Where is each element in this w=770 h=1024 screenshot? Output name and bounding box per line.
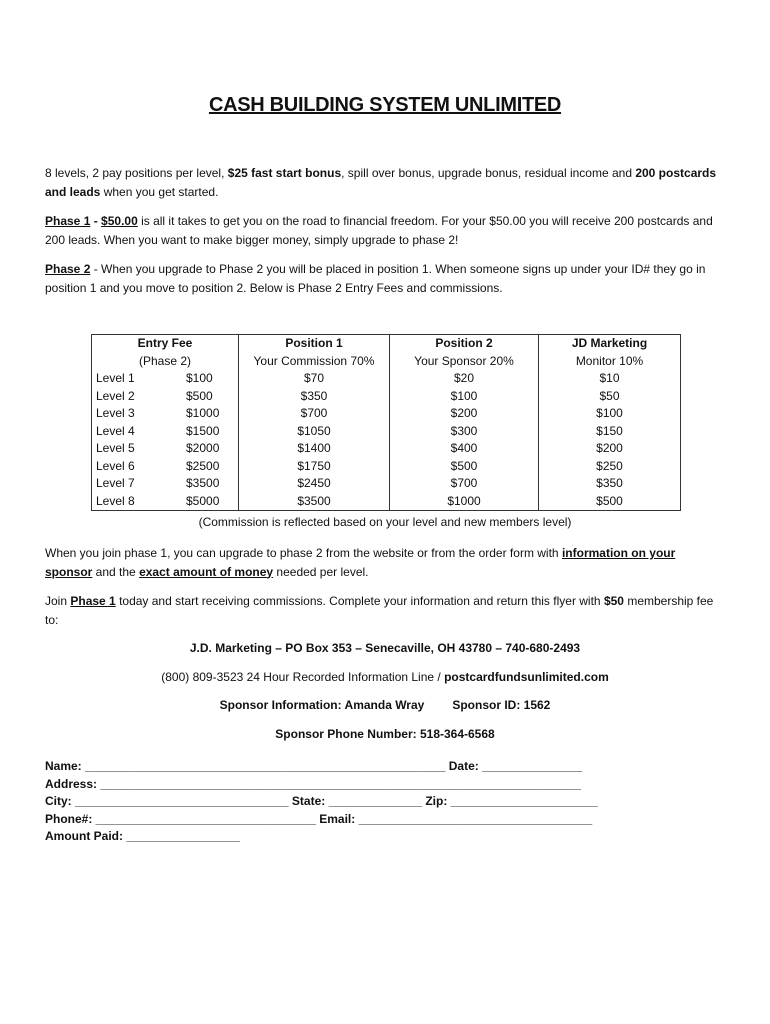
phase1-paragraph: [45, 212, 725, 249]
jd-marketing-commission: $200: [539, 440, 681, 458]
info-line-text: (800) 809-3523 24 Hour Recorded Information Line /: [161, 670, 445, 684]
table-caption: (Commission is reflected based on your level and new members level): [198, 515, 572, 529]
join2-paragraph: [45, 592, 725, 629]
position-2-commission: $700: [390, 475, 539, 493]
position-1-commission: $350: [239, 388, 390, 406]
position-2-commission: $100: [390, 388, 539, 406]
entry-fee: $5000: [186, 493, 220, 508]
table-row: [92, 440, 681, 458]
entry-fee-cell: [92, 475, 239, 493]
join-text-3: needed per level.: [273, 564, 369, 579]
membership-fee: $50: [603, 594, 624, 608]
level-label: Level 2: [96, 388, 135, 403]
phase2-label: Phase 2: [45, 262, 91, 276]
entry-fee-cell: [92, 440, 239, 458]
header-position-1: Position 1: [239, 335, 390, 353]
amount-emphasis: exact amount of money: [139, 564, 274, 579]
phase1-sep: -: [90, 214, 102, 228]
table-row: [92, 405, 681, 423]
phase1-text: is all it takes to get you on the road to financial freedom. For your $50.00 you will receive 200 postcards and 200 leads. When you want to make bigger money, simply upgrade to phase 2!: [45, 214, 713, 247]
commission-table: [91, 334, 681, 511]
join2-text-3: membership fee to:: [45, 594, 714, 627]
sponsor-info: Sponsor Information: Amanda Wray: [219, 698, 425, 712]
table-row: [92, 370, 681, 388]
position-2-commission: $1000: [390, 493, 539, 511]
sponsor-line: [45, 698, 725, 712]
intro-text-1: 8 levels, 2 pay positions per level,: [45, 166, 228, 180]
sponsor-phone: Sponsor Phone Number: 518-364-6568: [275, 727, 495, 741]
sponsor-id: Sponsor ID: 1562: [452, 698, 551, 712]
entry-fee: $3500: [186, 476, 220, 490]
entry-fee-cell: [92, 458, 239, 476]
entry-fee: $500: [186, 388, 213, 403]
jd-marketing-commission: $10: [539, 370, 681, 388]
header-entry-fee: Entry Fee: [92, 335, 239, 353]
level-label: Level 8: [96, 493, 135, 508]
header-position-1-sub: Your Commission 70%: [239, 353, 390, 371]
level-label: Level 4: [96, 423, 135, 438]
jd-marketing-commission: $150: [539, 423, 681, 441]
entry-fee: $2000: [186, 441, 220, 455]
postcards-leads: 200 postcards and leads: [45, 166, 717, 199]
entry-fee-cell: [92, 405, 239, 423]
join-text-2: and the: [92, 564, 140, 579]
jd-marketing-commission: $50: [539, 388, 681, 406]
table-row: [92, 423, 681, 441]
position-1-commission: $70: [239, 370, 390, 388]
position-2-commission: $400: [390, 440, 539, 458]
table-row: [92, 458, 681, 476]
position-1-commission: $2450: [239, 475, 390, 493]
table-row: [92, 493, 681, 511]
intro-text-2: , spill over bonus, upgrade bonus, residual income and: [341, 166, 636, 180]
header-position-2: Position 2: [390, 335, 539, 353]
phase1-label: Phase 1: [45, 214, 91, 228]
entry-fee-cell: [92, 388, 239, 406]
entry-fee-cell: [92, 493, 239, 511]
position-2-commission: $20: [390, 370, 539, 388]
entry-fee-cell: [92, 423, 239, 441]
jd-marketing-commission: $500: [539, 493, 681, 511]
table-header-row-1: [92, 335, 681, 353]
join-paragraph: [45, 544, 725, 581]
position-2-commission: $500: [390, 458, 539, 476]
position-1-commission: $3500: [239, 493, 390, 511]
join-text-1: When you join phase 1, you can upgrade to phase 2 from the website or from the order form with: [45, 546, 562, 560]
position-1-commission: $700: [239, 405, 390, 423]
table-row: [92, 388, 681, 406]
sponsor-info-emphasis: information on your sponsor: [45, 546, 676, 579]
jd-marketing-commission: $350: [539, 475, 681, 493]
intro-text-3: when you get started.: [100, 184, 219, 199]
jd-marketing-commission: $250: [539, 458, 681, 476]
name-date-field[interactable]: Name: ______________________________________________________ Date: _______________: [45, 759, 583, 773]
level-label: Level 1: [96, 371, 135, 385]
join2-phase1: Phase 1: [70, 594, 116, 608]
position-1-commission: $1400: [239, 440, 390, 458]
intro-paragraph: [45, 164, 725, 201]
position-1-commission: $1050: [239, 423, 390, 441]
entry-fee: $100: [186, 371, 213, 385]
entry-fee: $1000: [186, 406, 220, 420]
phone-email-field[interactable]: Phone#: _________________________________ Email: ___________________________________: [45, 811, 593, 826]
header-entry-fee-sub: (Phase 2): [92, 353, 239, 371]
join2-text-2: today and start receiving commissions. Complete your information and return this flyer with: [115, 594, 604, 608]
phase1-price: $50.00: [101, 214, 138, 228]
table-row: [92, 475, 681, 493]
level-label: Level 7: [96, 476, 135, 490]
header-jd-marketing-sub: Monitor 10%: [539, 353, 681, 371]
join2-text-1: Join: [45, 594, 71, 608]
header-position-2-sub: Your Sponsor 20%: [390, 353, 539, 371]
city-state-zip-field[interactable]: City: ________________________________ State: ______________ Zip: ______________________: [45, 794, 598, 808]
level-label: Level 5: [96, 441, 135, 455]
level-label: Level 3: [96, 406, 135, 420]
amount-paid-field[interactable]: Amount Paid: _________________: [45, 829, 240, 843]
position-2-commission: $200: [390, 405, 539, 423]
level-label: Level 6: [96, 458, 135, 473]
position-2-commission: $300: [390, 423, 539, 441]
phase2-text: - When you upgrade to Phase 2 you will be placed in position 1. When someone signs up under your ID# they go in position 1 and you move to position 2. Below is Phase 2 Entry Fees and commissions.: [45, 262, 706, 295]
info-line: [45, 670, 725, 684]
mailing-address: J.D. Marketing – PO Box 353 – Senecaville, OH 43780 – 740-680-2493: [189, 641, 581, 655]
phase2-paragraph: [45, 260, 725, 297]
address-field[interactable]: Address: ________________________________________________________________________: [45, 776, 581, 791]
fast-start-bonus: $25 fast start bonus: [227, 166, 342, 180]
document-title: CASH BUILDING SYSTEM UNLIMITED: [208, 94, 562, 116]
jd-marketing-commission: $100: [539, 405, 681, 423]
position-1-commission: $1750: [239, 458, 390, 476]
entry-fee-cell: [92, 370, 239, 388]
signup-form: [45, 758, 725, 846]
table-header-row-2: [92, 353, 681, 371]
entry-fee: $2500: [186, 458, 220, 473]
header-jd-marketing: JD Marketing: [539, 335, 681, 353]
table-body: [92, 370, 681, 511]
entry-fee: $1500: [186, 423, 220, 438]
website-link[interactable]: postcardfundsunlimited.com: [444, 670, 609, 684]
